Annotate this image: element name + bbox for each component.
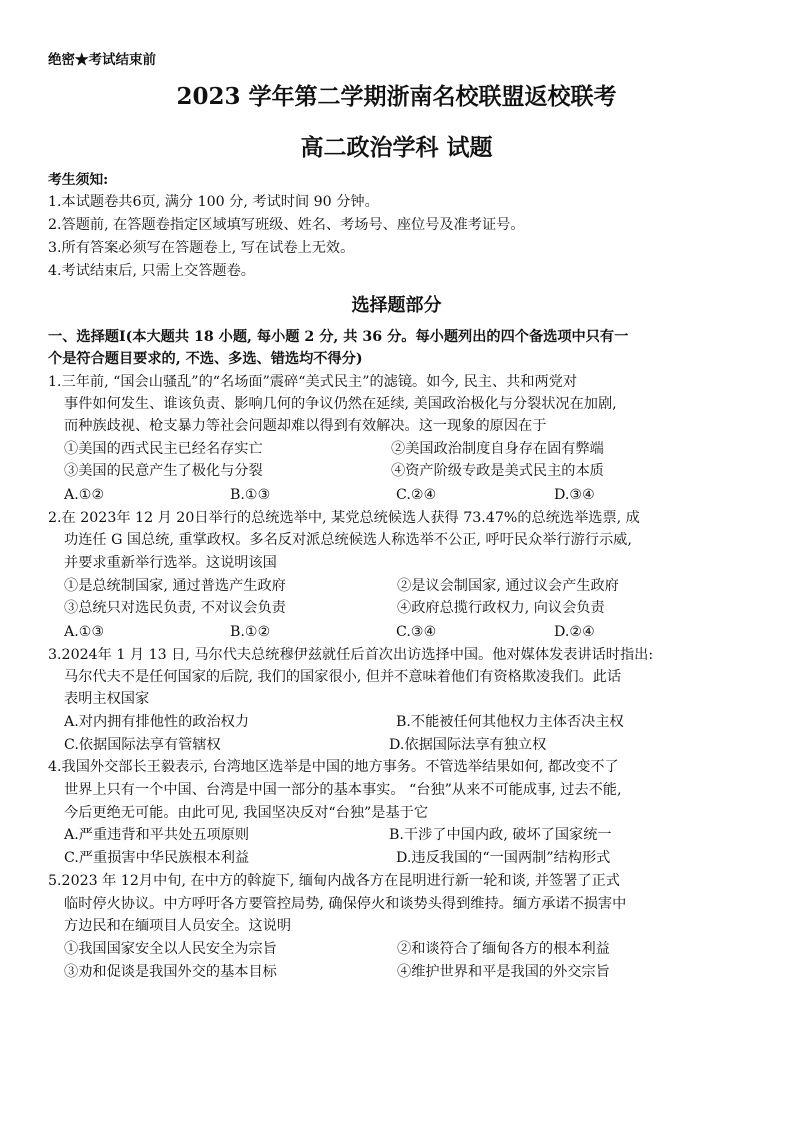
question-text: 5.2023 年 12月中旬, 在中方的斡旋下, 缅甸内战各方在昆明进行新一轮和谈, 并签署了正式 <box>48 873 620 889</box>
question-text: 今后更绝无可能。由此可见, 我国坚决反对“台独”是基于它 <box>64 805 429 821</box>
statement: ③美国的民意产生了极化与分裂 <box>64 463 263 479</box>
section-instruction: 个是符合题目要求的, 不选、多选、错选均不得分) <box>48 351 363 367</box>
question-text: 而种族歧视、枪支暴力等社会问题却难以得到有效解决。这一现象的原因在于 <box>64 418 547 434</box>
confidential-label: 绝密★考试结束前 <box>48 52 156 68</box>
question-text: 2.在 2023年 12 月 20日举行的总统选举中, 某党总统候选人获得 73.47%的总统选举选票, 成 <box>48 510 640 526</box>
statement: ①是总统制国家, 通过普选产生政府 <box>64 578 286 594</box>
question-text: 事件如何发生、谁该负责、影响几何的争议仍然在延续, 美国政治极化与分裂状况在加剧, <box>64 396 617 412</box>
option-a[interactable]: A.①③ <box>64 624 105 640</box>
question-text: 功连任 G 国总统, 重掌政权。多名反对派总统候选人称选举不公正, 呼吁民众举行游行示威, <box>64 532 632 548</box>
notice-item: 1.本试题卷共6页, 满分 100 分, 考试时间 90 分钟。 <box>48 194 379 210</box>
option-b[interactable]: B.干涉了中国内政, 破坏了国家统一 <box>389 827 612 843</box>
statement: ②是议会制国家, 通过议会产生政府 <box>397 578 619 594</box>
statement: ②和谈符合了缅甸各方的根本利益 <box>397 941 610 957</box>
notice-item: 2.答题前, 在答题卷指定区域填写班级、姓名、考场号、座位号及准考证号。 <box>48 217 525 233</box>
option-b[interactable]: B.①③ <box>230 487 271 503</box>
question-text: 临时停火协议。中方呼吁各方要管控局势, 确保停火和谈势头得到维持。缅方承诺不损害中 <box>64 896 627 912</box>
option-c[interactable]: C.③④ <box>396 624 437 640</box>
exam-title: 2023 学年第二学期浙南名校联盟返校联考 <box>176 83 617 110</box>
section-title: 选择题部分 <box>351 295 442 316</box>
statement: ④政府总揽行政权力, 向议会负责 <box>397 600 605 616</box>
option-d[interactable]: D.依据国际法享有独立权 <box>389 737 547 753</box>
statement: ③劝和促谈是我国外交的基本目标 <box>64 964 277 980</box>
section-instruction: 一、选择题Ⅰ(本大题共 18 小题, 每小题 2 分, 共 36 分。每小题列出的四个备选项中只有一 <box>48 329 629 345</box>
option-b[interactable]: B.不能被任何其他权力主体否决主权 <box>396 714 624 730</box>
statement: ④资产阶级专政是美式民主的本质 <box>391 463 604 479</box>
question-text: 世界上只有一个中国、台湾是中国一部分的基本事实。 “台独”从来不可能成事, 过去不能, <box>64 782 622 798</box>
exam-subtitle: 高二政治学科 试题 <box>300 134 493 161</box>
statement: ①美国的西式民主已经名存实亡 <box>64 441 263 457</box>
notice-item: 3.所有答案必须写在答题卷上, 写在试卷上无效。 <box>48 240 355 256</box>
question-text: 马尔代夫不是任何国家的后院, 我们的国家很小, 但并不意味着他们有资格欺凌我们。此话 <box>64 669 622 685</box>
question-text: 4.我国外交部长王毅表示, 台湾地区选举是中国的地方事务。不管选举结果如何, 都改变不了 <box>48 759 619 775</box>
statement: ①我国国家安全以人民安全为宗旨 <box>64 941 277 957</box>
option-a[interactable]: A.严重违背和平共处五项原则 <box>64 827 250 843</box>
option-c[interactable]: C.②④ <box>396 487 437 503</box>
statement: ③总统只对选民负责, 不对议会负责 <box>64 600 286 616</box>
statement: ②美国政治制度自身存在固有弊端 <box>391 441 604 457</box>
option-c[interactable]: C.依据国际法享有管辖权 <box>64 737 221 753</box>
question-text: 方边民和在缅项目人员安全。这说明 <box>64 918 292 934</box>
question-text: 表明主权国家 <box>64 691 150 707</box>
question-text: 1.三年前, “国会山骚乱”的“名场面”震碎“美式民主”的滤镜。如今, 民主、共和两党对 <box>48 374 578 390</box>
option-c[interactable]: C.严重损害中华民族根本利益 <box>64 850 250 866</box>
option-d[interactable]: D.违反我国的“一国两制”结构形式 <box>396 850 611 866</box>
notice-item: 4.考试结束后, 只需上交答题卷。 <box>48 263 255 279</box>
option-b[interactable]: B.①② <box>230 624 271 640</box>
option-a[interactable]: A.对内拥有排他性的政治权力 <box>64 714 250 730</box>
question-text: 3.2024年 1 月 13 日, 马尔代夫总统穆伊兹就任后首次出访选择中国。他对媒体发表讲话时指出: <box>48 647 654 663</box>
notice-heading: 考生须知: <box>48 172 109 188</box>
statement: ④维护世界和平是我国的外交宗旨 <box>397 964 610 980</box>
option-d[interactable]: D.③④ <box>554 487 595 503</box>
option-d[interactable]: D.②④ <box>554 624 595 640</box>
option-a[interactable]: A.①② <box>64 487 105 503</box>
question-text: 并要求重新举行选举。这说明该国 <box>64 555 277 571</box>
